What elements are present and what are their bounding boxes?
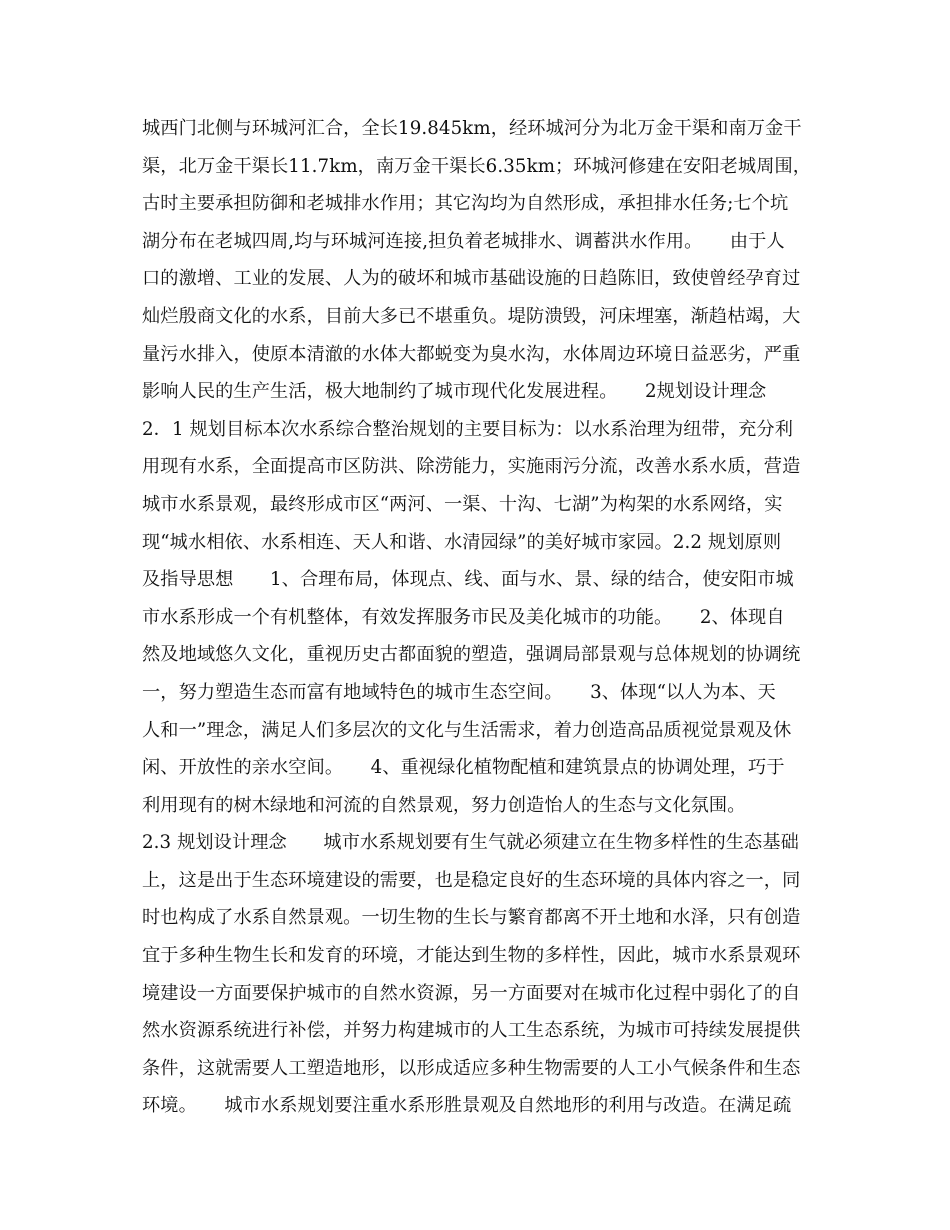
text-line: 环境。 城市水系规划要注重水系形胜景观及自然地形的利用与改造。在满足疏 [142,1095,792,1117]
text-line: 一，努力塑造生态而富有地域特色的城市生态空间。 3、体现“以人为本、天 [142,681,776,703]
text-line: 宜于多种生物生长和发育的环境，才能达到生物的多样性，因此，城市水系景观环 [142,945,801,967]
text-line: 影响人民的生产生活，极大地制约了城市现代化发展进程。 2规划设计理念 [142,381,767,403]
text-line: 现“城水相依、水系相连、天人和谐、水清园绿”的美好城市家园。2.2 规划原则 [142,531,782,553]
text-line: 城西门北侧与环城河汇合，全长19.845km，经环城河分为北万金干渠和南万金干 [142,118,802,139]
text-line: 口的激增、工业的发展、人为的破坏和城市基础设施的日趋陈旧，致使曾经孕育过 [142,268,801,290]
text-line: 条件，这就需要人工塑造地形，以形成适应多种生物需要的人工小气候条件和生态 [142,1057,801,1079]
text-line: 及指导思想 1、合理布局，体现点、线、面与水、景、绿的结合，使安阳市城 [142,569,794,591]
text-line: 利用现有的树木绿地和河流的自然景观，努力创造怡人的生态与文化氛围。 [142,794,746,816]
text-line: 古时主要承担防御和老城排水作用；其它沟均为自然形成，承担排水任务;七个坑 [142,193,789,215]
text-line: 用现有水系，全面提高市区防洪、除涝能力，实施雨污分流，改善水系水质，营造 [142,456,801,478]
text-line: 市水系形成一个有机整体，有效发挥服务市民及美化城市的功能。 2、体现自 [142,606,785,628]
text-line: 闲、开放性的亲水空间。 4、重视绿化植物配植和建筑景点的协调处理，巧于 [142,757,785,779]
text-line: 时也构成了水系自然景观。一切生物的生长与繁育都离不开土地和水泽，只有创造 [142,907,801,929]
text-line: 然水资源系统进行补偿，并努力构建城市的人工生态系统，为城市可持续发展提供 [142,1020,801,1042]
text-line: 人和一”理念，满足人们多层次的文化与生活需求，着力创造高品质视觉景观及休 [142,719,792,741]
text-line: 灿烂殷商文化的水系，目前大多已不堪重负。堤防溃毁，河床埋塞，渐趋枯竭，大 [142,305,801,327]
text-line: 2.3 规划设计理念 城市水系规划要有生气就必须建立在生物多样性的生态基础 [142,832,799,854]
text-line: 上，这是出于生态环境建设的需要，也是稳定良好的生态环境的具体内容之一，同 [142,869,801,891]
text-line: 2．1 规划目标本次水系综合整治规划的主要目标为：以水系治理为纽带，充分利 [142,418,793,440]
text-line: 量污水排入，使原本清澈的水体大都蜕变为臭水沟，水体周边环境日益恶劣，严重 [142,343,801,365]
text-line: 湖分布在老城四周,均与环城河连接,担负着老城排水、调蓄洪水作用。 由于人 [142,230,785,252]
body-text [142,110,810,1125]
text-line: 渠，北万金干渠长11.7km，南万金干渠长6.35km；环城河修建在安阳老城周围， [142,155,812,177]
text-line: 城市水系景观，最终形成市区“两河、一渠、十沟、七湖”为构架的水系网络，实 [142,493,783,515]
text-line: 境建设一方面要保护城市的自然水资源，另一方面要对在城市化过程中弱化了的自 [142,982,801,1004]
text-line: 然及地域悠久文化，重视历史古都面貌的塑造，强调局部景观与总体规划的协调统 [142,644,801,666]
